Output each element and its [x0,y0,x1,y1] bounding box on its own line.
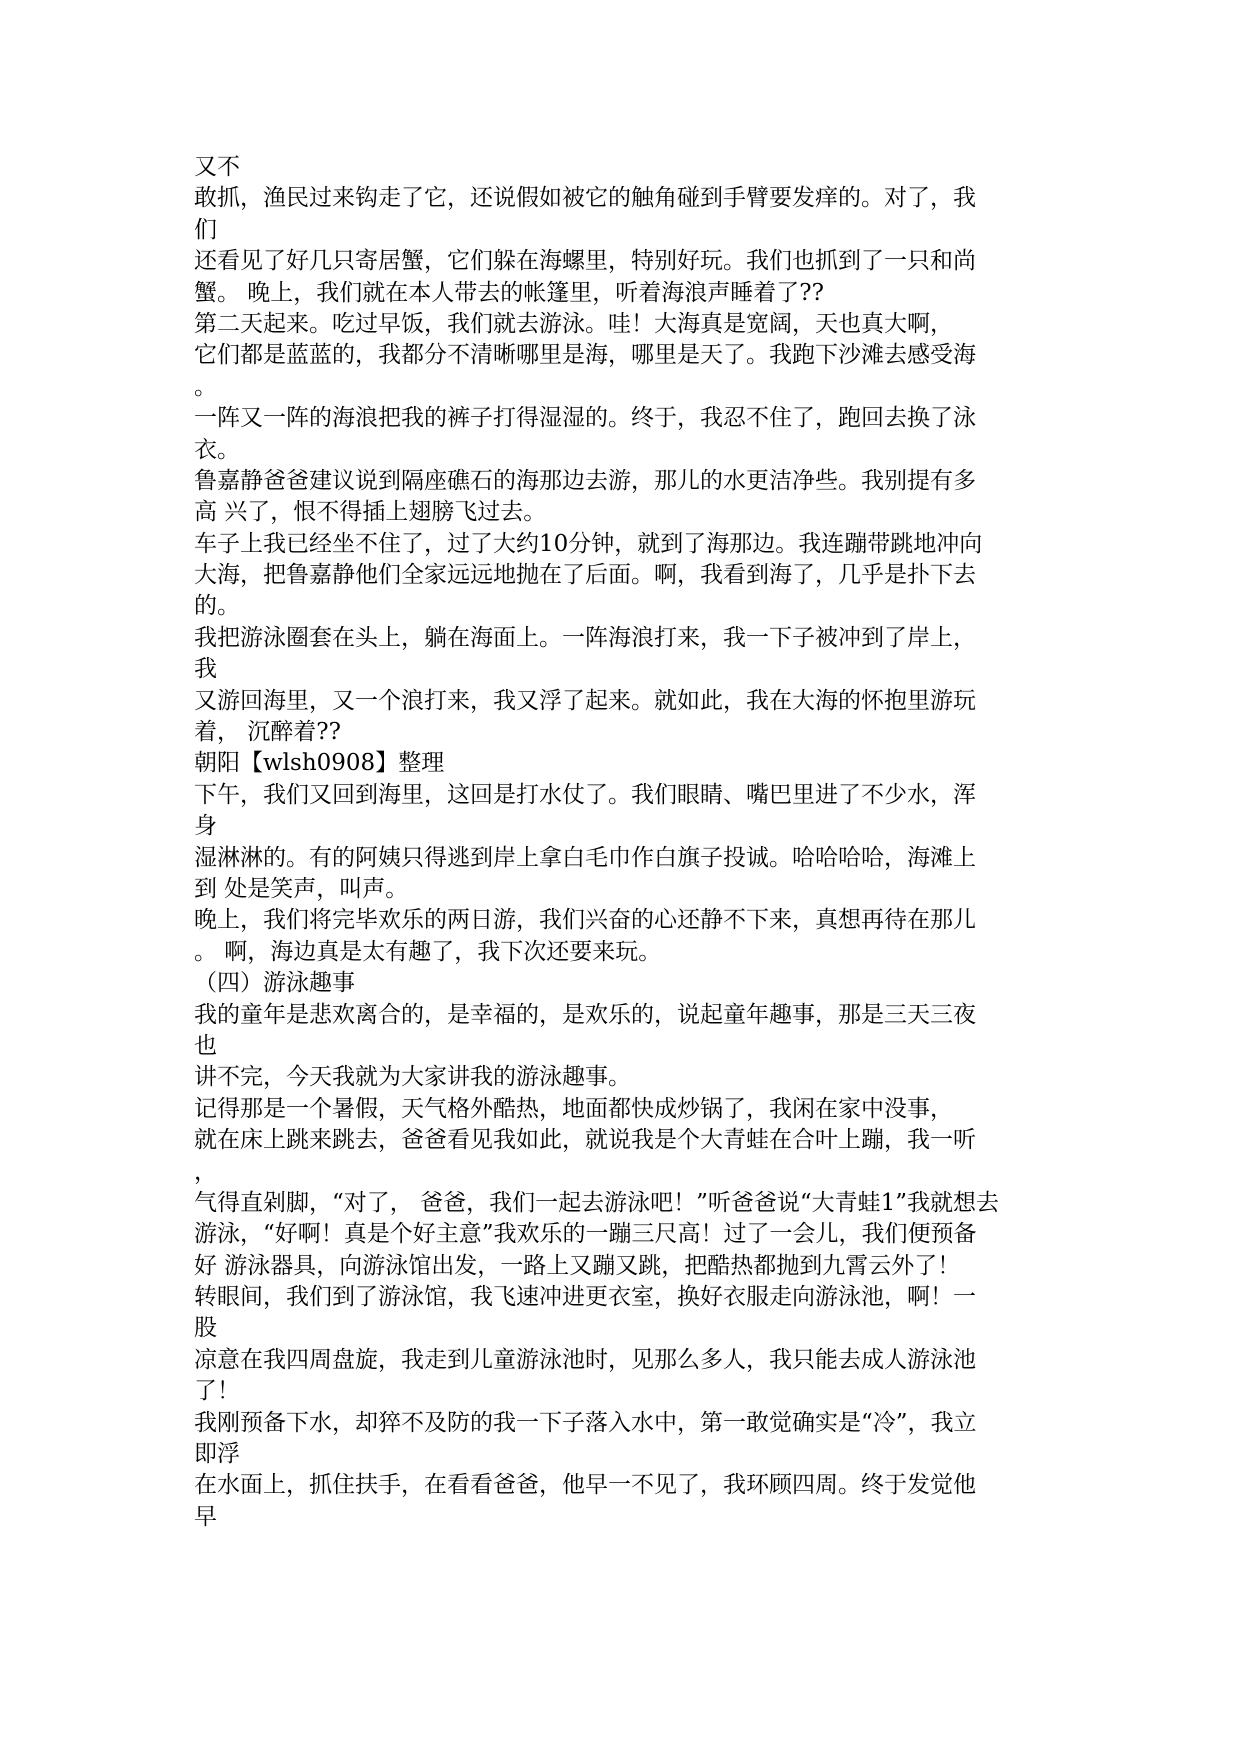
text-line: 气得直剁脚，“对了， 爸爸，我们一起去游泳吧！”听爸爸说“大青蛙1”我就想去 [194,1189,999,1216]
text-line: 第二天起来。吃过早饭，我们就去游泳。哇！大海真是宽阔，天也真大啊， [194,310,953,337]
text-line: 朝阳【wlsh0908】整理 [194,750,445,777]
text-line: 它们都是蓝蓝的，我都分不清晰哪里是海，哪里是天了。我跑下沙滩去感受海 [194,342,976,369]
text-line: 晚上，我们将完毕欢乐的两日游，我们兴奋的心还静不下来，真想再待在那儿 [194,907,976,934]
text-line: 敢抓，渔民过来钩走了它，还说假如被它的触角碰到手臂要发痒的。对了，我 [194,185,976,212]
text-line: 好 游泳器具，向游泳馆出发，一路上又蹦又跳，把酷热都抛到九霄云外了！ [194,1252,961,1279]
text-line: 大海，把鲁嘉静他们全家远远地抛在了后面。啊，我看到海了，几乎是扑下去 [194,562,976,589]
text-line: 下午，我们又回到海里，这回是打水仗了。我们眼睛、嘴巴里进了不少水，浑 [194,781,976,808]
text-line: 转眼间，我们到了游泳馆，我飞速冲进更衣室，换好衣服走向游泳池，啊！一 [194,1284,976,1311]
text-line: 。 [194,373,217,400]
text-line: 车子上我已经坐不住了，过了大约10分钟，就到了海那边。我连蹦带跳地冲向 [194,530,983,557]
text-line: 游泳，“好啊！真是个好主意”我欢乐的一蹦三尺高！过了一会儿，我们便预备 [194,1221,977,1248]
text-line: 我把游泳圈套在头上，躺在海面上。一阵海浪打来，我一下子被冲到了岸上， [194,624,976,651]
text-line: 我的童年是悲欢离合的，是幸福的，是欢乐的，说起童年趣事，那是三天三夜 [194,1001,976,1028]
text-line: 还看见了好几只寄居蟹，它们躲在海螺里，特别好玩。我们也抓到了一只和尚 [194,248,976,275]
text-line: 记得那是一个暑假，天气格外酷热，地面都快成炒锅了，我闲在家中没事， [194,1095,953,1122]
text-line: 我 [194,656,217,683]
text-line: （四）游泳趣事 [194,970,355,997]
text-line: 也 [194,1032,217,1059]
text-line: 蟹。 晚上，我们就在本人带去的帐篷里，听着海浪声睡着了?? [194,279,824,306]
text-line: 身 [194,813,217,840]
text-line: 鲁嘉静爸爸建议说到隔座礁石的海那边去游，那儿的水更洁净些。我别提有多 [194,467,976,494]
document-body [194,152,1074,1533]
text-line: ， [194,1158,217,1185]
text-line: 早 [194,1503,217,1530]
text-line: 湿淋淋的。有的阿姨只得逃到岸上拿白毛巾作白旗子投诚。哈哈哈哈，海滩上 [194,844,976,871]
text-line: 们 [194,216,217,243]
text-line: 的。 [194,593,240,620]
text-line: 在水面上，抓住扶手，在看看爸爸，他早一不见了，我环顾四周。终于发觉他 [194,1472,976,1499]
text-line: 又不 [194,154,240,180]
text-line: 股 [194,1315,217,1342]
text-line: 又游回海里，又一个浪打来，我又浮了起来。就如此，我在大海的怀抱里游玩 [194,687,976,714]
text-line: 高 兴了，恨不得插上翅膀飞过去。 [194,499,547,526]
text-line: 即浮 [194,1441,240,1468]
text-line: 。 啊，海边真是太有趣了，我下次还要来玩。 [194,938,662,965]
text-line: 就在床上跳来跳去，爸爸看见我如此，就说我是个大青蛙在合叶上蹦，我一听 [194,1127,976,1154]
text-line: 着， 沉醉着?? [194,719,341,746]
text-line: 我刚预备下水，却猝不及防的我一下子落入水中，第一敢觉确实是“冷”，我立 [194,1409,977,1436]
text-line: 了！ [194,1378,240,1405]
text-line: 讲不完，今天我就为大家讲我的游泳趣事。 [194,1064,631,1091]
text-line: 到 处是笑声，叫声。 [194,875,409,902]
text-line: 衣。 [194,436,240,463]
text-line: 一阵又一阵的海浪把我的裤子打得湿湿的。终于，我忍不住了，跑回去换了泳 [194,405,976,432]
text-line: 凉意在我四周盘旋，我走到儿童游泳池时，见那么多人，我只能去成人游泳池 [194,1346,976,1373]
